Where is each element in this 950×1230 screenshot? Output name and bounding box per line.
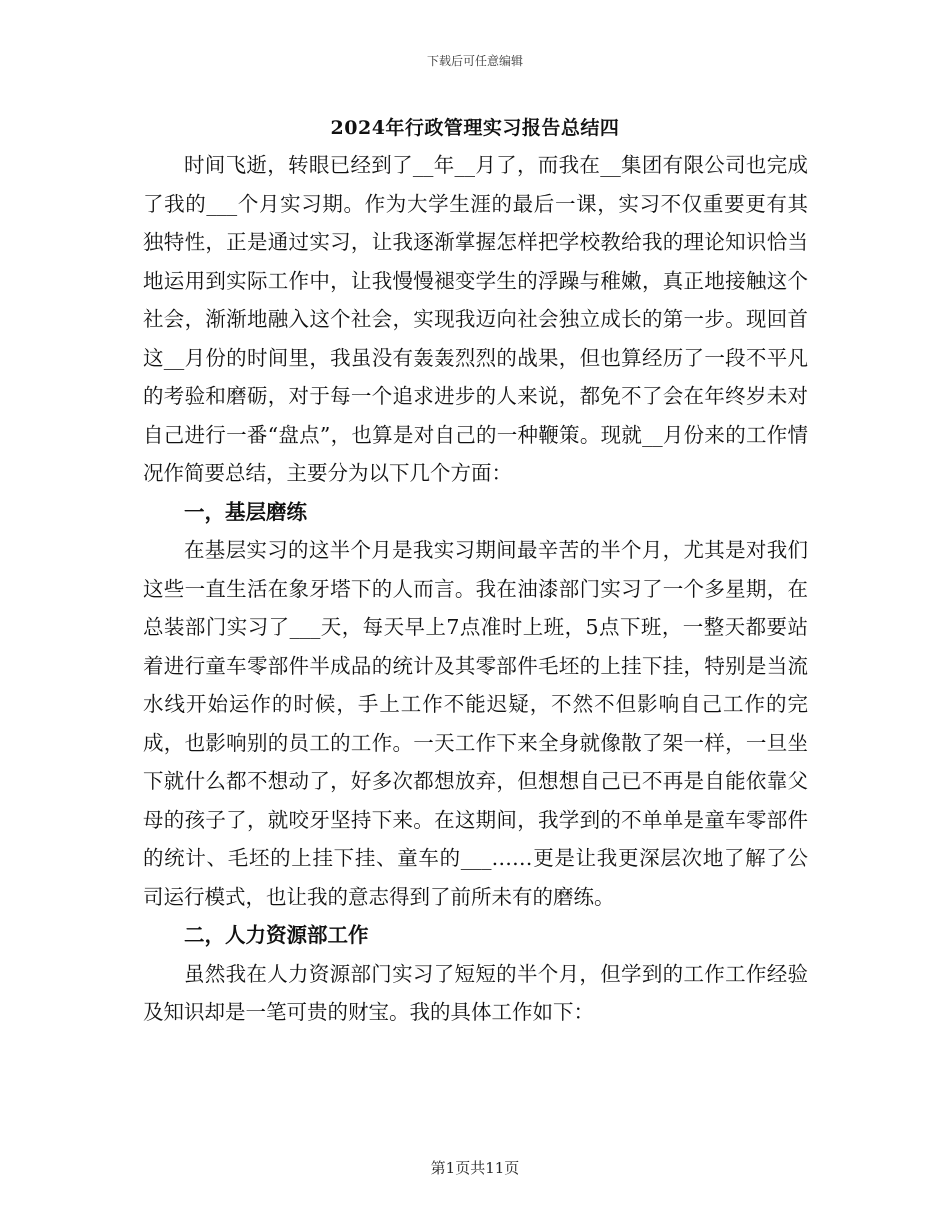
document-title: 2024年行政管理实习报告总结四 (330, 117, 620, 139)
section-body-grassroots: 在基层实习的这半个月是我实习期间最辛苦的半个月，尤其是对我们这些一直生活在象牙塔下的人而言。我在油漆部门实习了一个多星期，在总装部门实习了___天，每天早上7点准时上班，5点下班，一整天都要站着进行童车零部件半成品的统计及其零部件毛坯的上挂下挂，特别是当流水线开始运作的时候，手上工作不能迟疑，不然不但影响自己工作的完成，也影响别的员工的工作。一天工作下来全身就像散了架一样，一旦坐下就什么都不想动了，好多次都想放弃，但想想自己已不再是自能依靠父母的孩子了，就咬牙坚持下来。在这期间，我学到的不单单是童车零部件的统计、毛坯的上挂下挂、童车的___……更是让我更深层次地了解了公司运行模式，也让我的意志得到了前所未有的磨练。 (143, 538, 808, 909)
page-footer: 第1页共11页 (430, 1159, 520, 1177)
section-heading-hr: 二，人力资源部工作 (184, 923, 369, 947)
section-heading-grassroots: 一，基层磨练 (184, 499, 307, 524)
document-body (143, 146, 808, 1032)
header-note: 下载后可任意编辑 (426, 54, 523, 68)
section-body-hr: 虽然我在人力资源部门实习了短短的半个月，但学到的工作工作经验及知识却是一笔可贵的财宝。我的具体工作如下： (143, 961, 808, 1024)
intro-paragraph: 时间飞逝，转眼已经到了__年__月了，而我在__集团有限公司也完成了我的___个月实习期。作为大学生涯的最后一课，实习不仅重要更有其独特性，正是通过实习，让我逐渐掌握怎样把学校教给我的理论知识恰当地运用到实际工作中，让我慢慢褪变学生的浮躁与稚嫩，真正地接触这个社会，渐渐地融入这个社会，实现我迈向社会独立成长的第一步。现回首这__月份的时间里，我虽没有轰轰烈烈的战果，但也算经历了一段不平凡的考验和磨砺，对于每一个追求进步的人来说，都免不了会在年终岁未对自己进行一番“盘点”，也算是对自己的一种鞭策。现就__月份来的工作情况作简要总结，主要分为以下几个方面： (143, 153, 808, 485)
